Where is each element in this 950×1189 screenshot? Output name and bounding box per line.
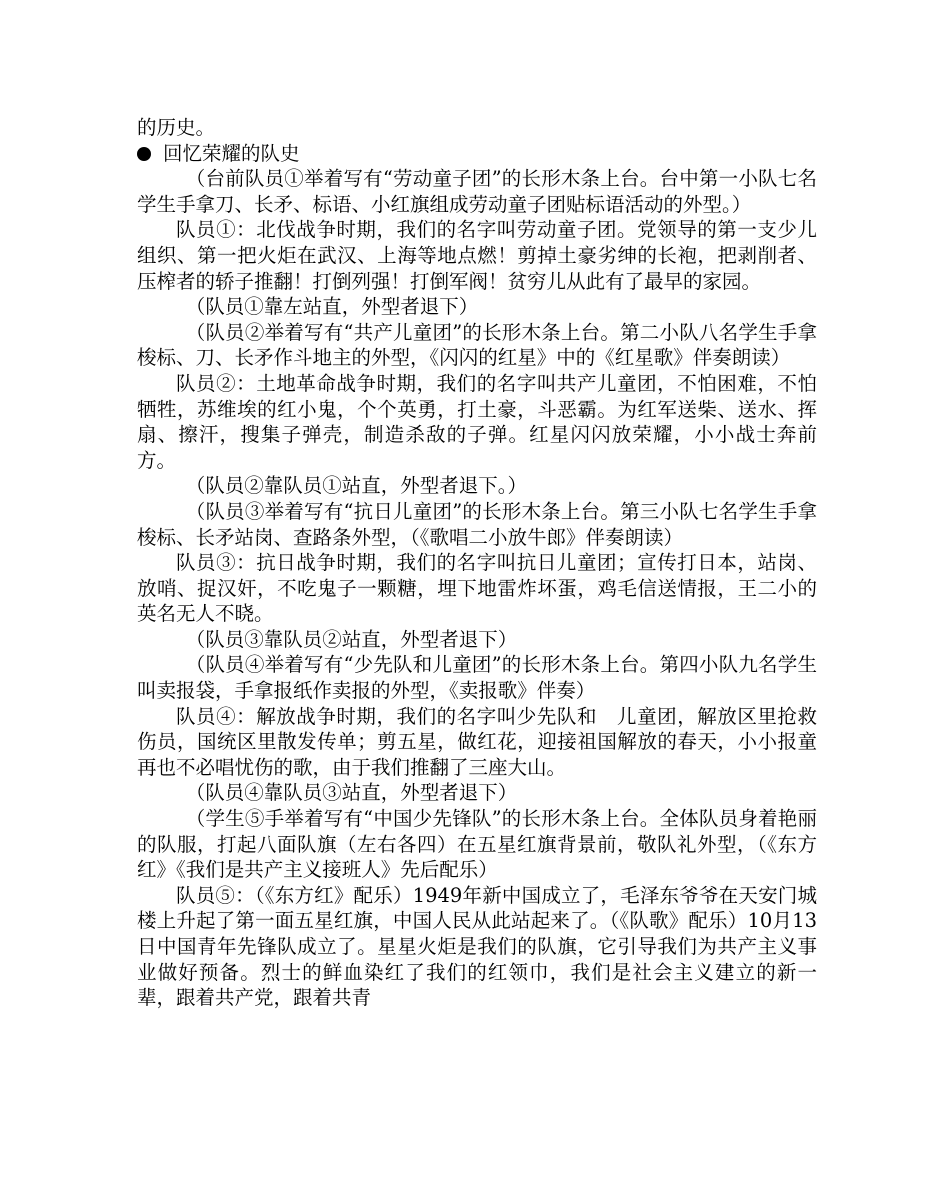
paragraph: 队员③：抗日战争时期，我们的名字叫抗日儿童团；宣传打日本，站岗、放哨、捉汉奸，不吃鬼子一颗糖，埋下地雷炸坏蛋，鸡毛信送情报，王二小的英名无人不晓。 bbox=[137, 551, 817, 626]
stage-direction: （队员③举着写有“抗日儿童团”的长形木条上台。第三小队七名学生手拿梭标、长矛站岗、查路条外型，（《歌唱二小放牛郎》伴奏朗读） bbox=[137, 499, 817, 549]
stage-direction: （队员④靠队员③站直，外型者退下） bbox=[185, 781, 518, 805]
paragraph: 队员⑤：（《东方红》配乐）1949年新中国成立了，毛泽东爷爷在天安门城楼上升起了第一面五星红旗，中国人民从此站起来了。（《队歌》配乐）10月13日中国青年先锋队成立了。星星火炬是我们的队旗，它引导我们为共产主义事业做好预备。烈士的鲜血染红了我们的红领巾，我们是社会主义建立的新一辈，跟着共产党，跟着共青 bbox=[137, 883, 817, 1010]
paragraph: 队员①：北伐战争时期，我们的名字叫劳动童子团。党领导的第一支少儿组织、第一把火炬在武汉、上海等地点燃！剪掉土豪劣绅的长袍，把剥削者、压榨者的轿子推翻！打倒列强！打倒军阀！贫穷儿从此有了最早的家园。 bbox=[137, 218, 817, 293]
stage-direction: （队员②靠队员①站直，外型者退下。） bbox=[185, 474, 528, 498]
stage-direction: （队员②举着写有“共产儿童团”的长形木条上台。第二小队八名学生手拿梭标、刀、长矛作斗地主的外型，《闪闪的红星》中的《红星歌》伴奏朗读） bbox=[137, 320, 817, 370]
document-page bbox=[137, 115, 817, 1011]
bullet-icon bbox=[137, 147, 151, 161]
stage-direction: （台前队员①举着写有“劳动童子团”的长形木条上台。台中第一小队七名学生手拿刀、长矛、标语、小红旗组成劳动童子团贴标语活动的外型。） bbox=[137, 167, 817, 216]
section-heading bbox=[137, 141, 817, 167]
paragraph: 队员②：土地革命战争时期，我们的名字叫共产儿童团，不怕困难，不怕牺牲，苏维埃的红小鬼，个个英勇，打土豪，斗恶霸。为红军送柴、送水、挥扇、擦汗，搜集子弹壳，制造杀敌的子弹。红星闪闪放荣耀，小小战士奔前方。 bbox=[137, 371, 817, 472]
section-heading-text: 回忆荣耀的队史 bbox=[163, 141, 300, 165]
stage-direction: （队员③靠队员②站直，外型者退下） bbox=[185, 627, 518, 651]
stage-direction: （队员①靠左站直，外型者退下） bbox=[185, 295, 479, 319]
paragraph: 的历史。 bbox=[137, 116, 216, 139]
stage-direction: （队员④举着写有“少先队和儿童团”的长形木条上台。第四小队九名学生叫卖报袋，手拿报纸作卖报的外型，《卖报歌》伴奏） bbox=[137, 653, 817, 703]
stage-direction: （学生⑤手举着写有“中国少先锋队”的长形木条上台。全体队员身着艳丽的队服，打起八面队旗（左右各四）在五星红旗背景前，敬队礼外型，（《东方红》《我们是共产主义接班人》先后配乐） bbox=[137, 807, 817, 882]
paragraph: 队员④：解放战争时期，我们的名字叫少先队和 儿童团，解放区里抢救伤员，国统区里散发传单；剪五星，做红花，迎接祖国解放的春天，小小报童再也不必唱忧伤的歌，由于我们推翻了三座大山。 bbox=[137, 704, 817, 779]
